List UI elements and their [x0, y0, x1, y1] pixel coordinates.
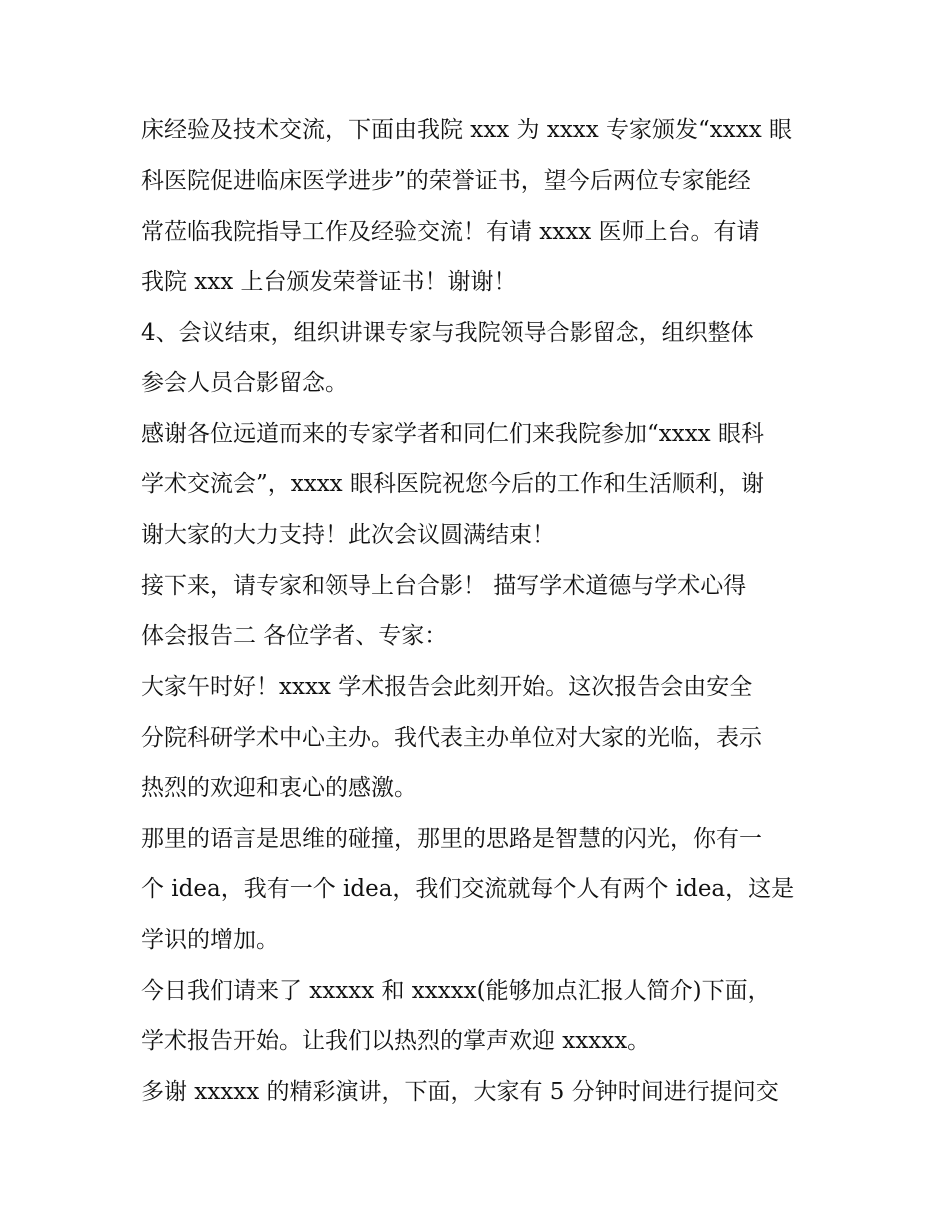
text-line: 学术交流会”，xxxx 眼科医院祝您今后的工作和生活顺利，谢: [141, 471, 764, 497]
text-line: 热烈的欢迎和衷心的感激。: [141, 775, 417, 801]
text-line: 感谢各位远道而来的专家学者和同仁们来我院参加“xxxx 眼科: [141, 421, 764, 447]
text-line: 多谢 xxxxx 的精彩演讲，下面，大家有 5 分钟时间进行提问交: [141, 1079, 779, 1105]
text-line: 学术报告开始。让我们以热烈的掌声欢迎 xxxxx。: [141, 1028, 651, 1054]
text-line: 科医院促进临床医学进步”的荣誉证书，望今后两位专家能经: [141, 168, 751, 194]
text-line: 我院 xxx 上台颁发荣誉证书！谢谢！: [141, 269, 517, 295]
text-line: 床经验及技术交流，下面由我院 xxx 为 xxxx 专家颁发“xxxx 眼: [141, 117, 792, 143]
text-line: 今日我们请来了 xxxxx 和 xxxxx(能够加点汇报人简介)下面，: [141, 978, 771, 1004]
text-line: 4、会议结束，组织讲课专家与我院领导合影留念，组织整体: [141, 320, 754, 346]
text-line: 谢大家的大力支持！此次会议圆满结束！: [141, 522, 555, 548]
text-line: 分院科研学术中心主办。我代表主办单位对大家的光临，表示: [141, 725, 762, 751]
text-line: 个 idea，我有一个 idea，我们交流就每个人有两个 idea，这是: [141, 876, 795, 902]
text-line: 学识的增加。: [141, 927, 279, 953]
text-line: 那里的语言是思维的碰撞，那里的思路是智慧的闪光，你有一: [141, 826, 762, 852]
text-line: 大家午时好！xxxx 学术报告会此刻开始。这次报告会由安全: [141, 674, 753, 700]
text-line: 体会报告二 各位学者、专家：: [141, 623, 448, 649]
text-line: 参会人员合影留念。: [141, 370, 348, 396]
text-line: 常莅临我院指导工作及经验交流！有请 xxxx 医师上台。有请: [141, 219, 760, 245]
text-line: 接下来，请专家和领导上台合影！ 描写学术道德与学术心得: [141, 573, 747, 599]
